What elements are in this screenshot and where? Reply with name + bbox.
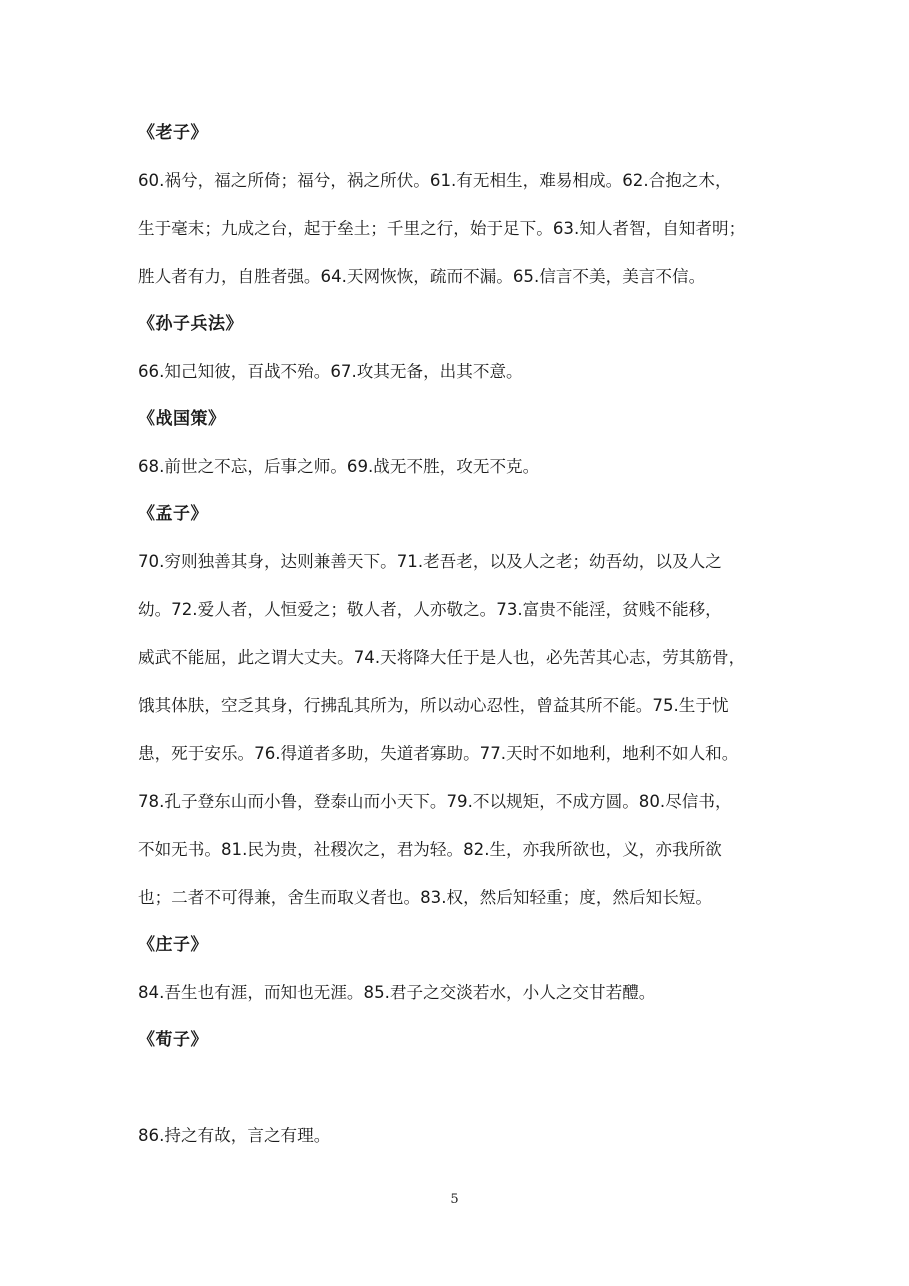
blank-space — [138, 1064, 778, 1112]
section-body-zhuangzi — [138, 969, 778, 1017]
text-line: 84.吾生也有涯，而知也无涯。85.君子之交淡若水，小人之交甘若醴。 — [138, 983, 656, 1002]
section-heading-laozi: 《老子》 — [138, 123, 208, 143]
section-body-sunzi — [138, 348, 778, 396]
text-line: 幼。72.爱人者，人恒爱之；敬人者，人亦敬之。73.富贵不能淫，贫贱不能移， — [138, 600, 722, 619]
text-line: 60.祸兮，福之所倚；福兮，祸之所伏。61.有无相生，难易相成。62.合抱之木， — [138, 171, 732, 190]
text-line: 饿其体肤，空乏其身，行拂乱其所为，所以动心忍性，曾益其所不能。75.生于忧 — [138, 696, 729, 715]
section-heading-zhanguoce: 《战国策》 — [138, 409, 226, 429]
text-line: 66.知己知彼，百战不殆。67.攻其无备，出其不意。 — [138, 362, 523, 381]
section-heading-zhuangzi: 《庄子》 — [138, 935, 208, 955]
section-body-xunzi — [138, 1112, 778, 1160]
page-number: 5 — [450, 1192, 459, 1207]
text-line: 胜人者有力，自胜者强。64.天网恢恢，疏而不漏。65.信言不美，美言不信。 — [138, 267, 706, 286]
section-heading-sunzi: 《孙子兵法》 — [138, 314, 243, 334]
section-heading-mengzi: 《孟子》 — [138, 504, 208, 524]
section-body-zhanguoce — [138, 443, 778, 491]
page-content — [138, 110, 778, 1160]
text-line: 患，死于安乐。76.得道者多助，失道者寡助。77.天时不如地利，地利不如人和。 — [138, 744, 739, 763]
text-line: 威武不能屈，此之谓大丈夫。74.天将降大任于是人也，必先苦其心志，劳其筋骨， — [138, 648, 746, 667]
text-line: 86.持之有故，言之有理。 — [138, 1126, 331, 1145]
text-line: 生于毫末；九成之台，起于垒土；千里之行，始于足下。63.知人者智，自知者明； — [138, 219, 746, 238]
text-line: 不如无书。81.民为贵，社稷次之，君为轻。82.生，亦我所欲也，义，亦我所欲 — [138, 840, 722, 859]
text-line: 70.穷则独善其身，达则兼善天下。71.老吾老，以及人之老；幼吾幼，以及人之 — [138, 552, 722, 571]
text-line: 68.前世之不忘，后事之师。69.战无不胜，攻无不克。 — [138, 457, 540, 476]
text-line: 78.孔子登东山而小鲁，登泰山而小天下。79.不以规矩，不成方圆。80.尽信书， — [138, 792, 732, 811]
section-body-laozi — [138, 157, 778, 301]
section-heading-xunzi: 《荀子》 — [138, 1030, 208, 1050]
section-body-mengzi — [138, 538, 778, 922]
text-line: 也；二者不可得兼，舍生而取义者也。83.权，然后知轻重；度，然后知长短。 — [138, 888, 712, 907]
